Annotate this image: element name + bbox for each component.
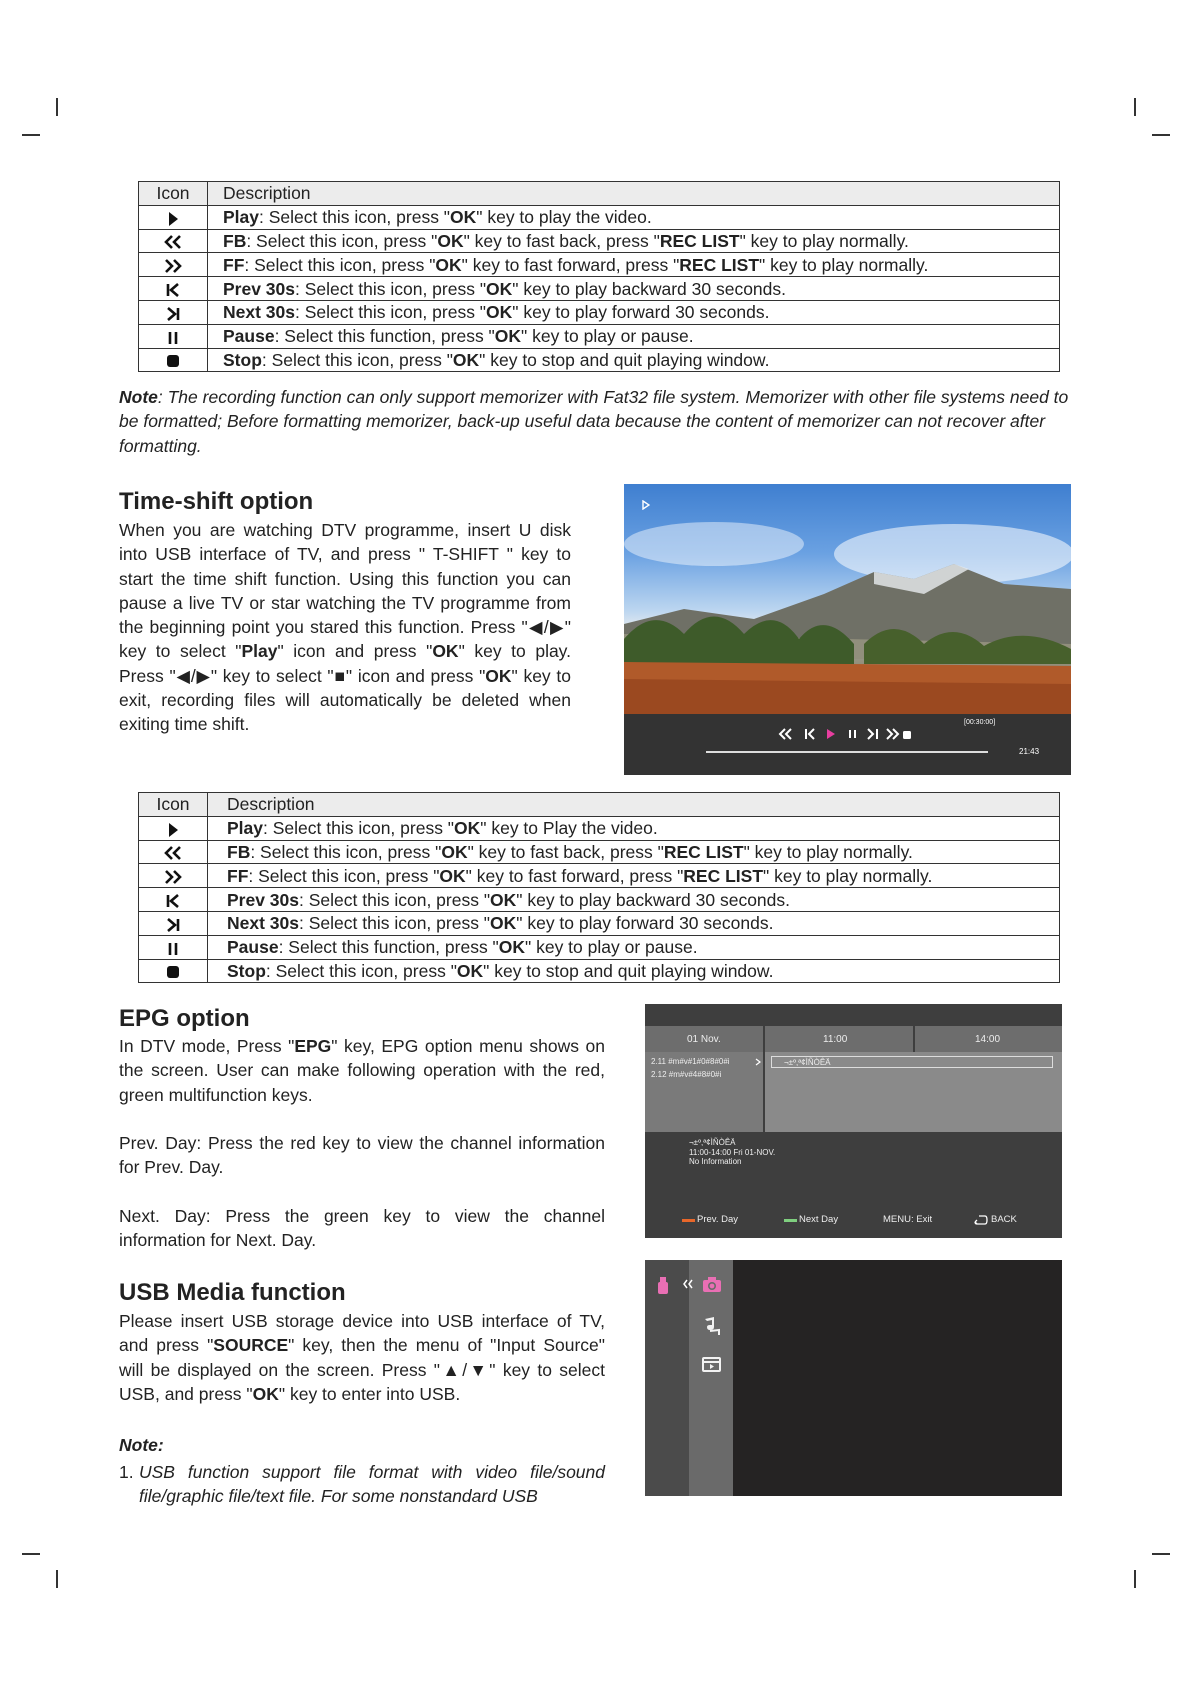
next-day-button[interactable]: Next Day [799,1214,839,1225]
crop-mark [22,134,40,136]
prev-30s-icon [166,894,180,908]
section-title-epg: EPG option [119,1005,250,1032]
header-icon: Icon [139,793,208,817]
table-row: Stop: Select this icon, press "OK" key to stop and quit playing window. [139,348,1060,372]
icon-table-2 [138,792,1060,983]
header-description: Description [208,793,1060,817]
crop-mark [1134,1570,1136,1588]
epg-program-area [765,1052,1062,1132]
table-row: Prev 30s: Select this icon, press "OK" key to play backward 30 seconds. [139,277,1060,301]
epg-text-3: Next. Day: Press the green key to view the channel information for Next. Day. [119,1206,605,1251]
table-row: FB: Select this icon, press "OK" key to fast back, press "REC LIST" key to play normally. [139,840,1060,864]
video-frame [624,484,1071,714]
crop-mark [1152,1553,1170,1555]
epg-channel-item[interactable]: 2.12 #m#v#4#8#0#i [651,1070,722,1079]
epg-text-2: Prev. Day: Press the red key to view the channel information for Prev. Day. [119,1133,605,1178]
prev-day-button[interactable]: Prev. Day [697,1214,739,1225]
table-row: Pause: Select this function, press "OK" key to play or pause. [139,935,1060,959]
table-row: FB: Select this icon, press "OK" key to fast back, press "REC LIST" key to play normally. [139,229,1060,253]
table-row: Next 30s: Select this icon, press "OK" key to play forward 30 seconds. [139,911,1060,935]
crop-mark [56,98,58,116]
back-button[interactable]: BACK [991,1214,1017,1225]
table-row: Stop: Select this icon, press "OK" key to stop and quit playing window. [139,959,1060,983]
crop-mark [1152,134,1170,136]
stop-icon [166,965,180,979]
fast-back-icon [164,235,182,249]
epg-channel-list [645,1052,763,1132]
pause-icon [168,331,178,345]
epg-col-time-1: 11:00 [823,1034,848,1045]
prev-30s-icon [166,283,180,297]
play-indicator-icon [642,500,650,510]
timeshift-text: When you are watching DTV programme, insert U disk into USB interface of TV, and press " T-SHIFT " key to start the time shift function. Using this function you can pause a live TV or star watching the TV programme from the beginning point you stared this function. Press "◀/▶" key to select "Play" icon and press "OK" key to play. Press "◀/▶" key to select "■" icon and press "OK" key to exit, recording files will automatically be deleted when exiting time shift. [119,520,571,735]
fast-forward-icon [164,259,182,273]
crop-mark [56,1570,58,1588]
usb-screen [645,1260,1062,1496]
epg-col-date: 01 Nov. [687,1034,721,1045]
epg-screen [645,1004,1062,1238]
stop-icon [166,354,180,368]
timeshift-screen [624,484,1071,775]
header-icon: Icon [139,182,208,206]
music-icon[interactable] [702,1316,722,1336]
table-row: Next 30s: Select this icon, press "OK" key to play forward 30 seconds. [139,300,1060,324]
usb-note-label: Note: [119,1435,164,1455]
table-row: Pause: Select this function, press "OK" key to play or pause. [139,324,1060,348]
back-icon [974,1215,988,1225]
clock: 21:43 [1019,747,1040,756]
fast-forward-icon [164,870,182,884]
epg-info: ¬±º,ª¢ÌÑÒÊÄ 11:00-14:00 Fri 01-NOV. No Information [689,1138,776,1166]
chevron-right-icon [755,1058,761,1066]
next-30s-icon [166,918,180,932]
table-row: Play: Select this icon, press "OK" key to Play the video. [139,816,1060,840]
play-icon [167,211,179,227]
note-recording: Note: The recording function can only support memorizer with Fat32 file system. Memorizer with other file systems need to be formatted; Before formatting memorizer, back-up useful data because the content of memorizer can not recover after formatting. [119,387,1069,456]
crop-mark [1134,98,1136,116]
next-30s-icon [166,307,180,321]
chevron-left-double-icon [683,1279,693,1289]
playback-buttons [777,727,911,741]
table-row: Play: Select this icon, press "OK" key to play the video. [139,205,1060,229]
time-code: [00:30:00] [964,719,996,726]
pause-icon [168,942,178,956]
epg-text-1: In DTV mode, Press "EPG" key, EPG option menu shows on the screen. User can make following operation with the red, green multifunction keys. [119,1036,605,1105]
landscape-image [624,484,1071,714]
table-row: FF: Select this icon, press "OK" key to fast forward, press "REC LIST" key to play normally. [139,253,1060,277]
red-key-indicator [682,1219,695,1222]
epg-channel-item[interactable]: 2.11 #m#v#1#0#8#0#i [651,1057,730,1066]
usb-left-panel [645,1260,689,1496]
epg-program-cell[interactable]: ¬±º,ª¢ÌÑÒÊÄ [771,1056,1053,1068]
epg-header [645,1026,1062,1052]
playback-control-bar [624,714,1071,775]
epg-col-time-2: 14:00 [975,1034,1001,1045]
header-description: Description [208,182,1060,206]
table-row: FF: Select this icon, press "OK" key to fast forward, press "REC LIST" key to play normally. [139,864,1060,888]
usb-icon-panel [689,1260,733,1496]
section-title-usb: USB Media function [119,1279,346,1306]
section-title-timeshift: Time-shift option [119,488,314,515]
green-key-indicator [784,1219,797,1222]
crop-mark [22,1553,40,1555]
epg-footer [645,1214,1062,1228]
table-row: Prev 30s: Select this icon, press "OK" key to play backward 30 seconds. [139,888,1060,912]
usb-text: Please insert USB storage device into USB interface of TV, and press "SOURCE" key, then the menu of "Input Source" will be displayed on the screen. Press "▲/▼" key to select USB, and press "OK" key to enter into USB. [119,1311,605,1404]
icon-table-1 [138,181,1060,372]
usb-note-item: 1. USB function support file format with video file/sound file/graphic file/text file. For some nonstandard USB [119,1462,605,1507]
usb-drive-icon [657,1277,669,1295]
fast-back-icon [164,846,182,860]
progress-track [706,751,988,753]
movie-icon[interactable] [702,1355,722,1373]
menu-exit-button[interactable]: MENU: Exit [883,1214,933,1225]
play-icon [167,822,179,838]
photo-icon[interactable] [702,1277,722,1293]
